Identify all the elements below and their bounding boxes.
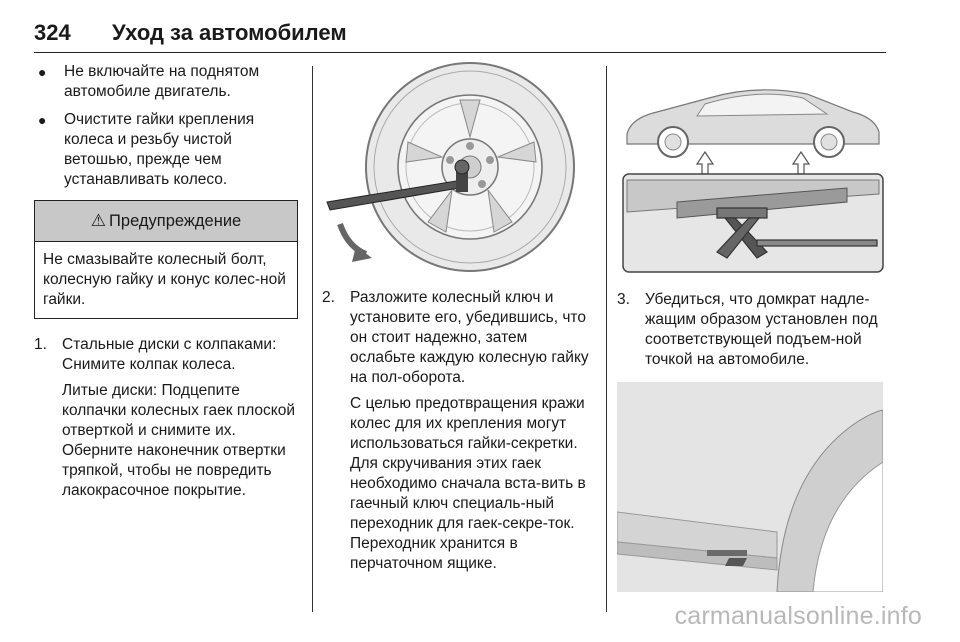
bullet-dot-icon: ● — [38, 112, 47, 128]
column-2 — [322, 62, 594, 574]
page-header — [34, 20, 886, 53]
step-2-note: С целью предотвращения кражи колес для их крепления могут использоваться гайки-секретки. Для скручивания этих гаек необходимо сначала вста-вить в гаечный ключ специаль-ный переходник для гаек-секре-ток. Переходник хранится в перчаточном ящике. — [350, 395, 586, 572]
column-divider — [606, 66, 607, 612]
page-number: 324 — [34, 20, 71, 45]
bullet-item — [34, 110, 299, 190]
column-1 — [34, 62, 299, 501]
bullet-text: Не включайте на поднятом автомобиле двигатель. — [64, 63, 260, 100]
jack-position-illustration — [617, 62, 889, 274]
column-divider — [312, 66, 313, 612]
step-text: Убедиться, что домкрат надле-жащим образом установлен под соответствующей подъем-ной точкой на автомобиле. — [645, 291, 878, 368]
step-number: 3. — [617, 291, 630, 308]
bullet-item — [34, 62, 299, 102]
warning-triangle-icon: ⚠ — [90, 211, 107, 230]
column-3 — [617, 62, 889, 592]
warning-box — [34, 200, 298, 319]
step-text: Разложите колесный ключ и установите его, убедившись, что он стоит надежно, затем ослабьте каждую колесную гайку на пол-оборота. — [350, 289, 589, 386]
page-title: Уход за автомобилем — [112, 20, 347, 45]
step-number: 1. — [34, 336, 47, 353]
step-number: 2. — [322, 289, 335, 306]
bullet-text: Очистите гайки крепления колеса и резьбу чистой ветошью, прежде чем устанавливать колесо. — [64, 111, 255, 188]
step-3 — [617, 290, 889, 370]
step-1-note: Литые диски: Подцепите колпачки колесных гаек плоской отверткой и снимите их. Оберните наконечник отвертки тряпкой, чтобы не повредить лакокрасочное покрытие. — [62, 382, 296, 499]
bullet-dot-icon: ● — [38, 64, 47, 80]
watermark: carmanualsonline.info — [674, 602, 922, 630]
step-2 — [322, 288, 594, 388]
jack-placement-closeup-illustration — [617, 382, 883, 592]
warning-header — [35, 201, 297, 242]
step-1 — [34, 335, 299, 375]
warning-text: Не смазывайте колесный болт, колесную гайку и конус колес-ной гайки. — [43, 251, 286, 308]
wheel-wrench-illustration — [322, 62, 594, 272]
warning-title: Предупреждение — [109, 211, 242, 230]
step-text: Стальные диски с колпаками: Снимите колпак колеса. — [62, 336, 277, 373]
